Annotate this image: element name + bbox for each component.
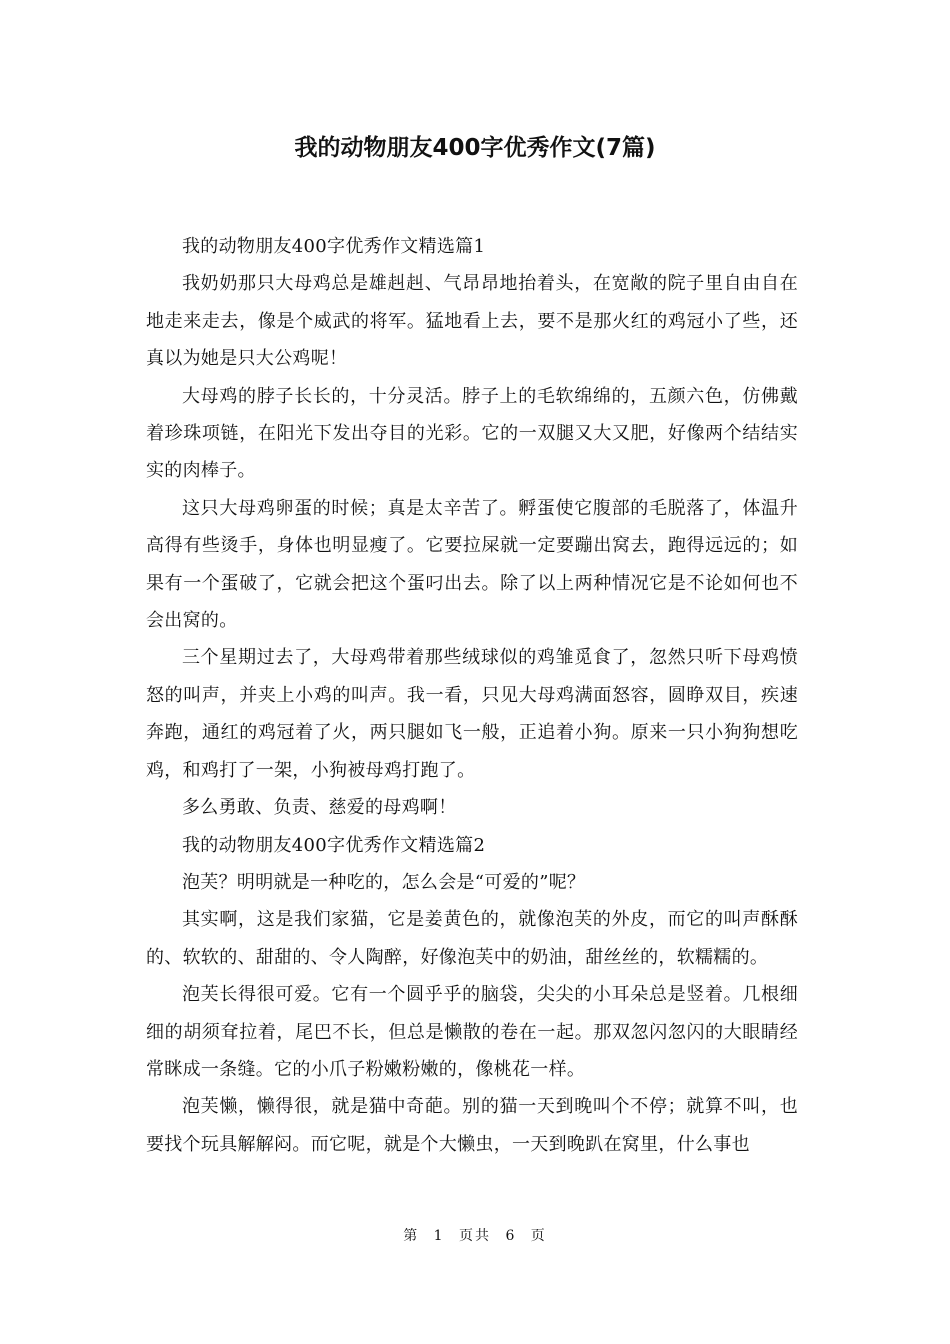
paragraph: 泡芙懒，懒得很，就是猫中奇葩。别的猫一天到晚叫个不停；就算不叫，也要找个玩具解解闷。而它呢，就是个大懒虫，一天到晚趴在窝里，什么事也 xyxy=(146,1096,798,1155)
paragraph: 这只大母鸡卵蛋的时候；真是太辛苦了。孵蛋使它腹部的毛脱落了，体温升高得有些烫手，身体也明显瘦了。它要拉屎就一定要蹦出窝去，跑得远远的；如果有一个蛋破了，它就会把这个蛋叼出去。除了以上两种情况它是不论如何也不会出窝的。 xyxy=(146,497,798,632)
paragraph: 大母鸡的脖子长长的，十分灵活。脖子上的毛软绵绵的，五颜六色，仿佛戴着珍珠项链，在阳光下发出夺目的光彩。它的一双腿又大又肥，好像两个结结实实的肉棒子。 xyxy=(146,385,798,482)
section-heading-2: 我的动物朋友400字优秀作文精选篇2 xyxy=(182,834,486,856)
page-title: 我的动物朋友400字优秀作文(7篇) xyxy=(294,135,656,161)
paragraph: 三个星期过去了，大母鸡带着那些绒球似的鸡雏觅食了，忽然只听下母鸡愤怒的叫声，并夹上小鸡的叫声。我一看，只见大母鸡满面怒容，圆睁双目，疾速奔跑，通红的鸡冠着了火，两只腿如飞一般，正追着小狗。原来一只小狗狗想吃鸡，和鸡打了一架，小狗被母鸡打跑了。 xyxy=(146,647,798,781)
paragraph: 泡芙长得很可爱。它有一个圆乎乎的脑袋，尖尖的小耳朵总是竖着。几根细细的胡须耷拉着，尾巴不长，但总是懒散的卷在一起。那双忽闪忽闪的大眼睛经常眯成一条缝。它的小爪子粉嫩粉嫩的，像桃花一样。 xyxy=(146,984,798,1080)
paragraph: 泡芙？明明就是一种吃的，怎么会是“可爱的”呢？ xyxy=(182,871,586,893)
paragraph: 我奶奶那只大母鸡总是雄赳赳、气昂昂地抬着头，在宽敞的院子里自由自在地走来走去，像是个威武的将军。猛地看上去，要不是那火红的鸡冠小了些，还真以为她是只大公鸡呢！ xyxy=(146,273,798,370)
document-body xyxy=(146,228,798,1163)
paragraph: 多么勇敢、负责、慈爱的母鸡啊！ xyxy=(182,797,457,819)
paragraph: 其实啊，这是我们家猫，它是姜黄色的，就像泡芙的外皮，而它的叫声酥酥的、软软的、甜甜的、令人陶醉，好像泡芙中的奶油，甜丝丝的，软糯糯的。 xyxy=(146,909,798,968)
section-heading-1: 我的动物朋友400字优秀作文精选篇1 xyxy=(182,236,486,257)
page-number: 第 1 页共 6 页 xyxy=(403,1228,547,1244)
